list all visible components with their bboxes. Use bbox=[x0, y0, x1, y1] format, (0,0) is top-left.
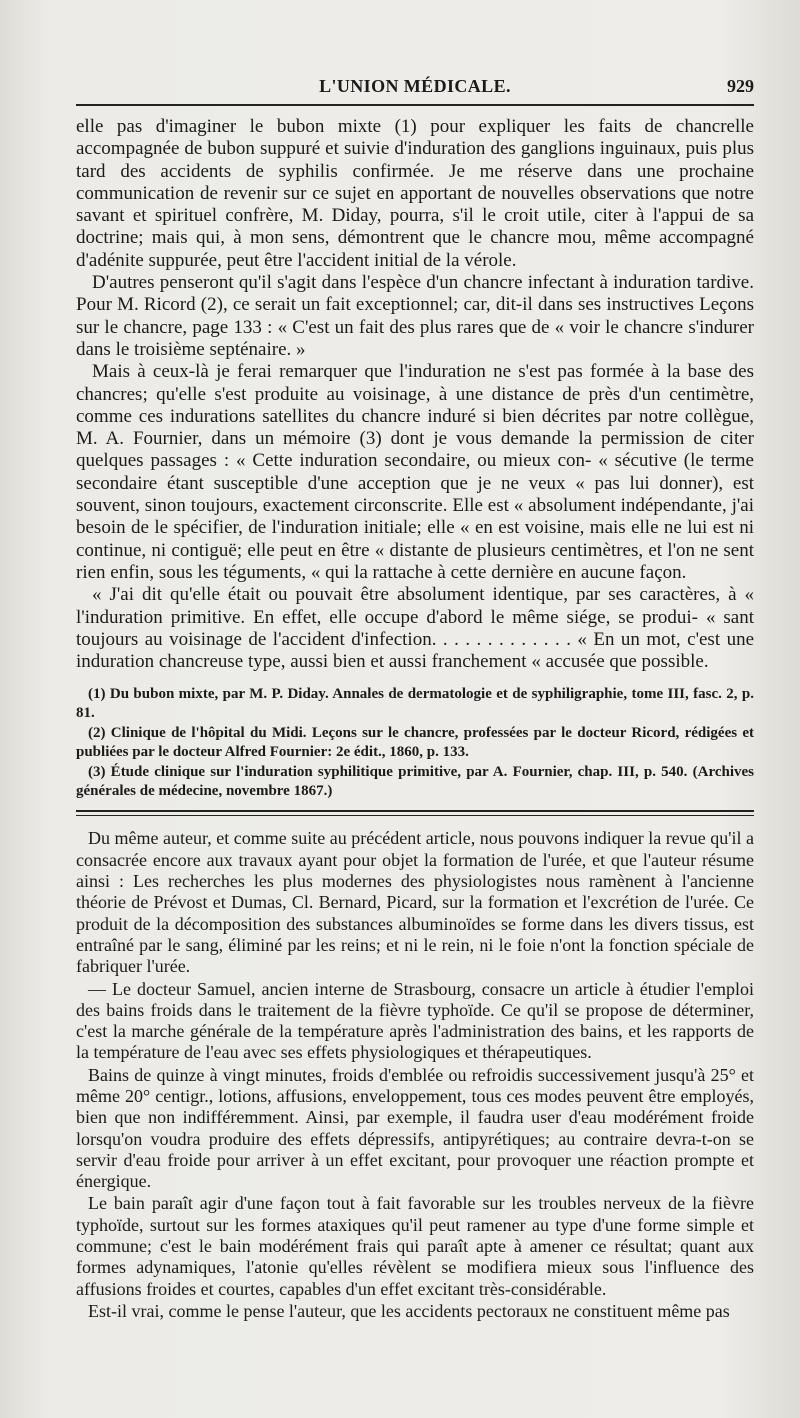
running-head: L'UNION MÉDICALE. bbox=[319, 76, 511, 96]
body-paragraph-4: « J'ai dit qu'elle était ou pouvait être absolument identique, par ses caractères, à « l'induration primitive. En effet, elle occupe d'abord le même siége, se produi- « sant toujours au voisinage de l'accident d'infection. . . . . . . . . . . . . « En un mot, c'est une induration chancreuse type, aussi bien et aussi franchement « accusée que possible. bbox=[76, 584, 754, 673]
review-paragraph-3: Bains de quinze à vingt minutes, froids d'emblée ou refroidis successivement jusqu'à 25° et même 20° centigr., lotions, affusions, enveloppement, tous ces modes peuvent être employés, bien que non indifféremment. Ainsi, par exemple, il faudra user d'eau modérément froide lorsqu'on voudra produire des effets dépressifs, antipyrétiques; au contraire devra-t-on se servir d'eau froide pour arriver à un effet excitant, pour provoquer une réaction prompte et énergique. bbox=[76, 1064, 754, 1192]
main-text bbox=[76, 116, 754, 1323]
review-paragraph-4: Le bain paraît agir d'une façon tout à fait favorable sur les troubles nerveux de la fièvre typhoïde, surtout sur les formes ataxiques qu'il peut ramener au type d'une forme simple et commune; c'est le bain modérément frais qui paraît apte à amener ce résultat; quant aux formes adynamiques, l'atonie qu'elles révèlent se modifiera mieux sous l'influence des affusions froides et courtes, capables d'un effet excitant très-considérable. bbox=[76, 1193, 754, 1299]
page-header bbox=[76, 68, 754, 102]
review-paragraph-1: Du même auteur, et comme suite au précédent article, nous pouvons indiquer la revue qu'il a consacrée encore aux travaux ayant pour objet la formation de l'urée, et que l'auteur résume ainsi : Les recherches les plus modernes des physiologistes nous ramènent à l'ancienne théorie de Prévost et Dumas, Cl. Bernard, Picard, sur la formation et l'excrétion de l'urée. Ce produit de la décomposition des substances albuminoïdes se forme dans les divers tissus, est entraîné par le sang, éliminé par les reins; et ni le rein, ni le foie n'ont la fonction spéciale de fabriquer l'urée. bbox=[76, 828, 754, 977]
review-paragraph-2: — Le docteur Samuel, ancien interne de Strasbourg, consacre un article à étudier l'emploi des bains froids dans le traitement de la fièvre typhoïde. Ce qu'il se propose de déterminer, c'est la marche générale de la température après l'administration des bains, et les rapports de la température de l'eau avec ses effets physiologiques et thérapeutiques. bbox=[76, 978, 754, 1063]
section-divider bbox=[76, 810, 754, 816]
body-paragraph-3: Mais à ceux-là je ferai remarquer que l'induration ne s'est pas formée à la base des chancres; qu'elle s'est produite au voisinage, à une distance de près d'un centimètre, comme ces indurations satellites du chancre induré si bien décrites par notre collègue, M. A. Fournier, dans un mémoire (3) dont je vous demande la permission de citer quelques passages : « Cette induration secondaire, ou mieux con- « sécutive (le terme secondaire étant susceptible d'une acception que je ne veux « pas lui donner), est souvent, sinon toujours, exactement circonscrite. Elle est « absolument indépendante, j'ai besoin de le spécifier, de l'induration initiale; elle « en est voisine, mais elle ne lui est ni continue, ni contiguë; elle peut en être « distante de plusieurs centimètres, et l'on ne sent rien enfin, sous les téguments, « qui la rattache à cette dernière en aucune façon. bbox=[76, 361, 754, 583]
review-paragraph-5: Est-il vrai, comme le pense l'auteur, que les accidents pectoraux ne constituent même pas bbox=[88, 1300, 730, 1321]
footnote-2: (2) Clinique de l'hôpital du Midi. Leçons sur le chancre, professées par le docteur Ricord, rédigées et publiées par le docteur Alfred Fournier: 2e édit., 1860, p. 133. bbox=[76, 725, 754, 760]
footnote-1: (1) Du bubon mixte, par M. P. Diday. Annales de dermatologie et de syphiligraphie, tome III, fasc. 2, p. 81. bbox=[76, 686, 754, 721]
header-rule bbox=[76, 104, 754, 106]
body-paragraph-1: elle pas d'imaginer le bubon mixte (1) pour expliquer les faits de chancrelle accompagnée de bubon suppuré et suivie d'induration des ganglions inguinaux, puis plus tard des accidents de syphilis confirmée. Je me réserve dans une prochaine communication de revenir sur ce sujet en apportant de nouvelles observations que notre savant et spirituel confrère, M. Diday, pourra, s'il le croit utile, citer à l'appui de sa doctrine; mais qui, à mon sens, démontrent que le chancre mou, même accompagné d'adénite suppurée, peut être l'accident initial de la vérole. bbox=[76, 116, 754, 271]
review-section bbox=[76, 828, 754, 1322]
footnotes bbox=[76, 685, 754, 800]
body-paragraph-2: D'autres penseront qu'il s'agit dans l'espèce d'un chancre infectant à induration tardive. Pour M. Ricord (2), ce serait un fait exceptionnel; car, dit-il dans ses instructives Leçons sur le chancre, page 133 : « C'est un fait des plus rares que de « voir le chancre s'indurer dans le troisième septénaire. » bbox=[76, 272, 754, 360]
footnote-3: (3) Étude clinique sur l'induration syphilitique primitive, par A. Fournier, chap. III, p. 540. (Archives générales de médecine, novembre 1867.) bbox=[76, 764, 754, 799]
page-number: 929 bbox=[727, 76, 754, 96]
